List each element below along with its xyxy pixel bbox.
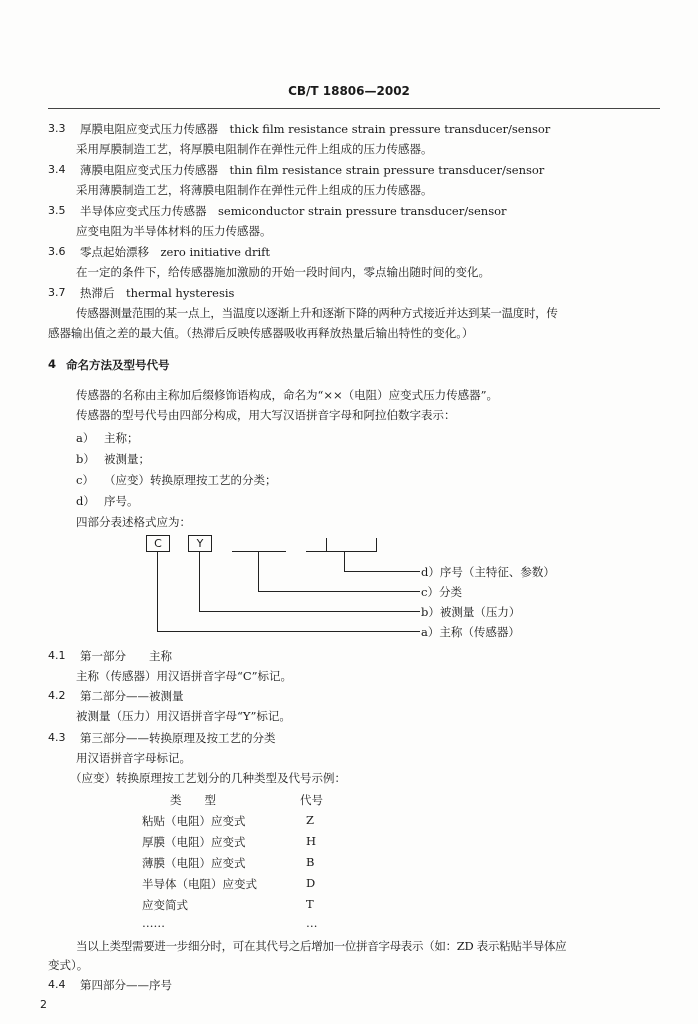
section-3-6-body: 在一定的条件下，给传感器施加激励的开始一段时间内，零点输出随时间的变化。 [76,265,490,279]
section-3-5-body: 应变电阻为半导体材料的压力传感器。 [76,224,272,238]
section-4-para-2: 传感器的型号代号由四部分构成，用大写汉语拼音字母和阿拉伯数字表示： [76,408,456,422]
list-item-c-mark: c） [76,473,94,487]
section-3-7-number: 3.7 [48,286,66,299]
list-item-d-text: 序号。 [104,494,139,508]
table-row-type: 粘贴（电阻）应变式 [142,814,246,828]
section-3-5-number: 3.5 [48,204,66,217]
section-3-5-title: 半导体应变式压力传感器 semiconductor strain pressure transducer/sensor [80,204,507,218]
leader-c-horizontal [258,591,420,592]
table-row-type: 半导体（电阻）应变式 [142,877,257,891]
table-row-code: Z [306,813,314,827]
leader-c-vertical [258,552,259,592]
section-4-3-number: 4.3 [48,731,66,744]
code-blank-c-underline [232,551,286,552]
note-line-2: 变式）。 [48,958,89,972]
table-row-code: B [306,855,315,869]
section-4-1-body: 主称（传感器）用汉语拼音字母“C”标记。 [76,669,293,683]
section-4-3-intro: （应变）转换原理按工艺划分的几种类型及代号示例： [70,771,346,785]
section-4-1-title: 第一部分 主称 [80,649,172,663]
section-3-4-title: 薄膜电阻应变式压力传感器 thin film resistance strain pressure transducer/sensor [80,163,545,177]
standard-header: CB/T 18806—2002 [288,84,410,98]
section-3-3-title: 厚膜电阻应变式压力传感器 thick film resistance strain pressure transducer/sensor [80,122,551,136]
section-3-3-body: 采用厚膜制造工艺，将厚膜电阻制作在弹性元件上组成的压力传感器。 [76,142,433,156]
section-3-6-number: 3.6 [48,245,66,258]
section-4-title: 命名方法及型号代号 [66,358,170,372]
header-rule [48,108,660,109]
section-3-3-number: 3.3 [48,122,66,135]
section-4-para-1: 传感器的名称由主称加后缀修饰语构成，命名为“××（电阻）应变式压力传感器”。 [76,388,499,402]
table-row-type: 厚膜（电阻）应变式 [142,835,246,849]
table-row-type: 应变简式 [142,898,188,912]
section-4-para-3: 四部分表述格式应为： [76,515,191,529]
list-item-c-text: （应变）转换原理按工艺的分类； [104,473,277,487]
code-box-c: C [146,535,170,552]
section-4-1-number: 4.1 [48,649,66,662]
leader-d-vertical [344,552,345,572]
table-row-type: …… [142,916,165,930]
table-row-type: 薄膜（电阻）应变式 [142,856,246,870]
table-header-code: 代号 [300,793,323,807]
note-line-1: 当以上类型需要进一步细分时，可在其代号之后增加一位拼音字母表示（如：ZD 表示粘贴半导体应 [76,939,567,953]
code-box-y: Y [188,535,212,552]
leader-b-horizontal [199,611,420,612]
section-4-3-title: 第三部分——转换原理及按工艺的分类 [80,731,276,745]
leader-d-horizontal [344,571,420,572]
section-4-number: 4 [48,357,57,371]
section-3-4-body: 采用薄膜制造工艺，将薄膜电阻制作在弹性元件上组成的压力传感器。 [76,183,433,197]
diagram-label-a: a）主称（传感器） [421,625,520,639]
table-row-code: … [306,916,318,930]
code-blank-d-tick-right [376,538,377,552]
section-4-2-body: 被测量（压力）用汉语拼音字母“Y”标记。 [76,709,291,723]
section-3-4-number: 3.4 [48,163,66,176]
list-item-b-text: 被测量； [104,452,150,466]
diagram-label-c: c）分类 [421,585,462,599]
section-3-7-body-line1: 传感器测量范围的某一点上，当温度以逐渐上升和逐渐下降的两种方式接近并达到某一温度时，传 [76,306,558,320]
leader-b-vertical [199,551,200,612]
leader-a-vertical [157,551,158,632]
section-4-4-title: 第四部分——序号 [80,978,172,992]
diagram-label-b: b）被测量（压力） [421,605,521,619]
section-4-4-number: 4.4 [48,978,66,991]
table-row-code: H [306,834,317,848]
section-4-2-title: 第二部分——被测量 [80,689,184,703]
section-4-3-body: 用汉语拼音字母标记。 [76,751,191,765]
table-row-code: D [306,876,316,890]
table-header-type: 类 型 [170,793,216,807]
list-item-d-mark: d） [76,494,95,508]
section-3-6-title: 零点起始漂移 zero initiative drift [80,245,271,259]
leader-a-horizontal [157,631,420,632]
code-blank-d-tick-left [326,538,327,552]
table-row-code: T [306,897,314,911]
list-item-b-mark: b） [76,452,95,466]
page-number: 2 [40,998,47,1011]
list-item-a-text: 主称； [104,431,139,445]
diagram-label-d: d）序号（主特征、参数） [421,565,555,579]
section-3-7-body-line2: 感器输出值之差的最大值。（热滞后反映传感器吸收再释放热量后输出特性的变化。） [48,326,474,340]
section-3-7-title: 热滞后 thermal hysteresis [80,286,235,300]
code-blank-d-underline [306,551,376,552]
section-4-2-number: 4.2 [48,689,66,702]
list-item-a-mark: a） [76,431,95,445]
